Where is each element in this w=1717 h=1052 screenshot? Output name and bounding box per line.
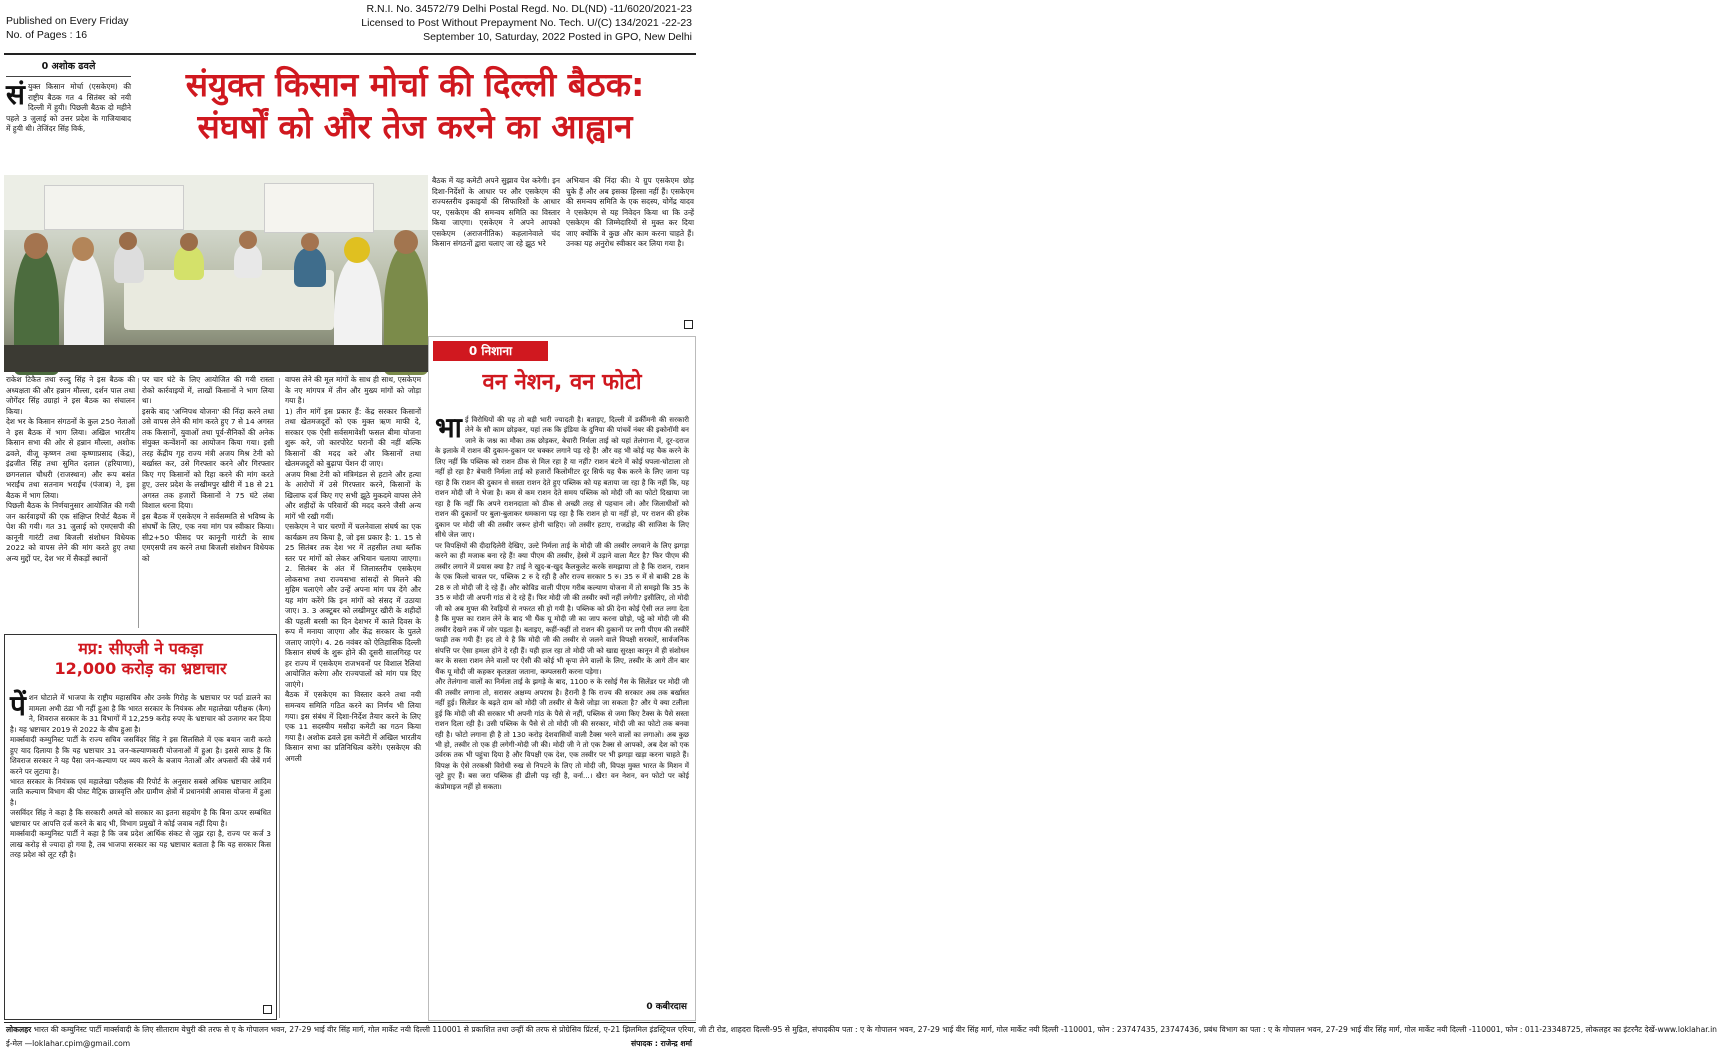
- publication-frequency: Published on Every Friday: [6, 15, 129, 27]
- mp-body: [10, 683, 271, 1003]
- masthead-rule: [4, 53, 696, 55]
- column-box: [428, 336, 696, 1021]
- column-divider: [138, 378, 139, 628]
- column-tag: 0 निशाना: [433, 341, 548, 361]
- mp-headline-line2: 12,000 करोड़ का भ्रष्टाचार: [54, 659, 227, 678]
- lead-headline-line1: संयुक्त किसान मोर्चा की दिल्ली बैठक:: [185, 65, 645, 104]
- mp-headline-line1: मप्र: सीएजी ने पकड़ा: [78, 639, 203, 658]
- mp-dropcap: पें: [10, 689, 26, 723]
- footer-imprint: [6, 1024, 1717, 1038]
- page-count: No. of Pages : 16: [6, 29, 88, 42]
- registration-number: R.N.I. No. 34572/79 Delhi Postal Regd. No. DL(ND) -11/6020/2021-23: [366, 3, 692, 15]
- column-dropcap: भा: [435, 410, 462, 444]
- lead-col-a: राकेश टिकैत तथा रुल्दु सिंह ने इस बैठक की अध्यक्षता की और हन्नान मौल्ला, दर्शन पाल तथा जोगेंदर सिंह उग्राहां ने इस बैठक का संचालन किया। देश भर के किसान संगठनों के कुल 250 नेताओं ने इस बैठक में भाग लिया। अखिल भारतीय किसान सभा की ओर से हन्नान मौल्ला, अशोक ढवले, वीजू कृष्णन तथा कृष्णाप्रसाद (केंद्र), इंद्रजीत सिंह तथा सुमित दलाल (हरियाणा), छगनलाल चौधरी (राजस्थान) और रूप बसंत भराईंच तथा सतनाम भराईंच (पंजाब) ने, इस बैठक में भाग लिया। पिछली बैठक के निर्णयानुसार आयोजित की गयी जन कार्रवाइयों की एक संक्षिप्त रिपोर्ट बैठक में पेश की गयी। गत 31 जुलाई को एमएसपी की कानूनी गारंटी तथा बिजली संशोधन विधेयक 2022 को वापस लेने की मांग करते हुए तथा अन्य मुद्दों पर, देश भर में सैकड़ों स्थानों: [6, 375, 135, 563]
- story-end-marker: [263, 1005, 272, 1014]
- footer-email: ई-मेल —loklahar.cpim@gmail.com: [6, 1039, 131, 1048]
- mp-story-box: [4, 634, 277, 1020]
- issue-date: September 10, Saturday, 2022 Posted in GPO, New Delhi: [423, 31, 692, 44]
- column-body: [435, 405, 689, 995]
- column-divider: [279, 378, 280, 1018]
- footer-imprint-text: भारत की कम्युनिस्ट पार्टी मार्क्सवादी के लिए सीताराम येचुरी की तरफ से ए के गोपालन भवन, 27-29 भाई वीर सिंह मार्ग, गोल मार्केट नयी दिल्ली 110001 से प्रकाशित तथा उन्हीं की तरफ से प्रोग्रेसिव प्रिंटर्स, ए-21 झिलमिल इंडस्ट्रियल एरिया, जी टी रोड, शाहदरा दिल्ली-95 से मुद्रित, संपादकीय पता : ए के गोपालन भवन, 27-29 भाई वीर सिंह मार्ग, गोल मार्केट नयी दिल्ली -110001, फोन : 23747435, 23747436, प्रबंध विभाग का पता : ए के गोपालन भवन, 27-29 भाई वीर सिंह मार्ग, गोल मार्केट नयी दिल्ली -110001, फोन : 011-23348725, लोकलहर का इंटरनैट देखें-www.loklahar.in: [31, 1025, 1717, 1034]
- lead-col-d: बैठक में यह कमेटी अपने सुझाव पेश करेगी। इन दिशा-निर्देशों के आधार पर और एसकेएम की राज्यस्तरीय इकाइयों की सिफारिशों के आधार पर, एसकेएम की समन्वय समिति का विस्तार किया जाएगा। एसकेएम ने अपने आपको एसकेएम (अराजनीतिक) कहलानेवाले चंद किसान संगठनों द्वारा चलाए जा रहे झूठ भरे: [432, 176, 560, 249]
- column-author: 0 कबीरदास: [646, 1002, 687, 1013]
- postal-license: Licensed to Post Without Prepayment No. Tech. U/(C) 134/2021 -22-23: [361, 17, 692, 30]
- meeting-photo: [4, 175, 428, 372]
- masthead-left: [6, 14, 129, 42]
- mp-headline: [5, 639, 276, 679]
- footer-rule: [4, 1022, 696, 1023]
- lead-col-b: पर चार घंटे के लिए आयोजित की गयी रास्ता रोको कार्रवाइयों में, लाखों किसानों ने भाग लिया था। इसके बाद 'अग्निपथ योजना' की निंदा करने तथा उसे वापस लेने की मांग करते हुए 7 से 14 अगस्त तक किसानों, युवाओं तथा पूर्व-सैनिकों की अनेक संयुक्त कन्वेंशनों का आयोजन किया गया। इसी तरह केंद्रीय गृह राज्य मंत्री अजय मिश्र टेनी को बर्खास्त कर, उसे गिरफ्तार करने और गिरफ्तार किए गए किसानों को रिहा करने की मांग करते हुए, उत्तर प्रदेश के लखीमपुर खीरी में 18 से 21 अगस्त तक हजारों किसानों ने 75 घंटे लंबा विशाल धरना दिया। इस बैठक में एसकेएम ने सर्वसम्मति से भविष्य के संघर्षों के लिए, एक नया मांग पत्र स्वीकार किया। सी2+50 फीसद पर कानूनी गारंटी के साथ एमएसपी तय करने तथा बिजली संशोधन विधेयक को: [142, 375, 274, 563]
- lead-headline-line2: संघर्षों को और तेज करने का आह्वान: [197, 107, 633, 147]
- footer-editor: संपादक : राजेन्द्र शर्मा: [630, 1039, 692, 1048]
- lead-intro-text: युक्त किसान मोर्चा (एसकेएम) की राष्ट्रीय बैठक गत 4 सितंबर को नयी दिल्ली में हुयी। पिछली बैठक दो महीने पहले 3 जुलाई को उत्तर प्रदेश के गाजियाबाद में हुयी थी। तेजिंदर सिंह विर्क,: [6, 82, 131, 134]
- footer-paper-name: लोकलहर: [6, 1025, 32, 1034]
- lead-dropcap: सं: [6, 78, 25, 111]
- lead-col-e: अभियान की निंदा की। ये ग्रुप एसकेएम छोड़ चुके हैं और अब इसका हिस्सा नहीं हैं। एसकेएम की समन्वय समिति के एक सदस्य, योगेंद्र यादव ने एसकेएम से यह निवेदन किया था कि उन्हें एसकेएम की जिम्मेदारियों से मुक्त कर दिया जाए क्योंकि वे कुछ और काम करना चाहते हैं। उनका यह अनुरोध स्वीकार कर लिया गया है।: [566, 176, 694, 249]
- masthead-right: [361, 2, 692, 45]
- column-body-text: ई विरोधियों की यह तो बड़ी भारी ज्यादती है। बताइए, दिल्ली में डर्कीमनी की सरकारी लेने के सौ काम छोड़कर, यहां तक कि इंडिया के दुनिया की पांचवें नंबर की इकोनॉमी बन जाने के जश्न का मौका तक छोड़कर, बेचारी निर्मला ताई को यहां तेलंगाना में, दूर-दराज के इलाके में राशन की दुकान-दुकान पर चक्कर लगाने पड़ रहे हैं! और वह भी कोई यह चैक करने के लिए नहीं कि पब्लिक को राशन ठीक से मिल रहा है या नहीं? राशन बंटने में कोई घपला-घोटाला तो नहीं हो रहा है? बेचारी निर्मला ताई को हजारों किलोमीटर दूर सिर्फ यह चैक करने के लिए जाना पड़ रहा है कि राशन की दुकान से सस्ता राशन देते हुए पब्लिक को यह बताया जा रहा है कि नहीं कि, यह राशन मोदी जी ने भेजा है। कम से कम राशन देते समय पब्लिक को मोदी जी का फोटो दिखाया जा रहा है कि नहीं कि अपने राशनदाता को ठीक से अच्छी तरह से पहचान लो। और जिलाधीशों को राशन की दुकानों पर बुला-बुलाकर धमकाना पड़ रहा है कि राशन हो या नहीं हो, पर राशन की हरेक दुकान पर मोदी जी की तस्वीर जरूर होनी चाहिए। जो तस्वीर हटाए, राजद्रोह की साजिश के लिए सीधे जेल जाए। पर विपक्षियों की दीदादिलेरी देखिए, उल्टे निर्मला ताई के मोदी जी की तस्वीर लगवाने के लिए झगड़ा करने का ही मजाक बना रहे हैं! क्या पीएम की तस्वीर, हेस्से में उड़ाने वाला मैटर है? फिर पीएम की तस्वीर लगाने में प्रयास क्या है? ताई ने खुद-ब-खुद कैलकुलेट करके समझाया तो है कि राशन, राशन के एक किलो चावल पर, पब्लिक 2 रु दे रही है और राज्य सरकार 5 रु। 35 रु में से बाकी 28 के 28 रु तो मोदी जी दे रहे हैं। और कोविड वाली पीएम गरीब कल्याण योजना में तो समझो कि 35 के 35 रु मोदी जी अपनी गांठ से दे रहे हैं। फिर मोदी जी की तस्वीर क्यों नहीं लगेगी? इसीलिए, तो मोदी जी को अब मुफ्त की रेवड़ियों से नफरत सी हो गयी है। पब्लिक को फ्री देना कोई ऐसी लत लगा देता है कि मुफ्त का राशन लेने के बाद भी थैंक यू मोदी जी का जाप करना छोड़ो, पट्ठे को मोदी जी की तस्वीर देखने तक में जोर पड़ता है। बताइए, कहीं-कहीं तो राशन की दुकानों पर लगी पीएम की तस्वीरें फाड़ी तक गयी हैं! हद तो ये है कि मोदी जी की तस्वीर से जलने वाले विपक्षी सरकारें, सार्वजनिक संपत्ति पर ऐसा हमला होने दे रही हैं। यही हाल रहा तो मोदी जी को खाद्य सुरक्षा कानून में ही संशोधन कर के सस्ता राशन लेने वालों पर ऐसी की कोई भी कृपा लेने वालों के लिए, तस्वीर के आगे तीन बार थैंक यू मोदी जी कहकर कृतज्ञता जताना, कम्पलसरी करना पड़ेगा। और तेलंगाना वालों का निर्मला ताई के झगड़े के बाद, 1100 रु के रसोई गैस के सिलेंडर पर मोदी जी की तस्वीर लगाना तो, सरासर अक्षम्य अपराध है। हैरानी है कि राज्य की सरकार अब तक बर्खास्त नहीं हुई। सिलेंडर के बढ़ते दाम को मोदी जी तस्वीर से कैसे जोड़ा जा सकता है? और ये क्या टलीला हुई कि मोदी जी की सरकार भी अपनी गांठ के पैसे से नहीं, पब्लिक से जमा किए टैक्स के पैसे सस्ता राशन दिला रही है। उसी पब्लिक के पैसे से तो मोदी जी की सरकार, मोदी जी का फोटो तक बनवा रही है। फोटो लगाना ही है तो 130 करोड़ देशवासियों वाली टैक्स भरने वालों का लगाओ। अब कुछ भी हो, तस्वीर तो एक ही लगेगी-मोदी जी की। मोदी जी ने तो एक टैक्स से आपको, अब देश को एक उर्वरक तक भी पहुंचा दिया है और विपक्षी एक देश, एक तस्वीर पर भी झगड़ा खड़ा करना चाहते हैं। विपक्ष के ऐसे तरकश्री विरोधी रुख से निपटने के लिए तो मोदी जी, विपक्ष मुक्त भारत के मिशन में जुटे हुए हैं। बस जरा पब्लिक ही ढीली पड़ रही है, वर्ना...। खैर! वन नेशन, वन फोटो पर कोई कंप्रोमाइज नहीं हो सकता।: [435, 414, 690, 791]
- lead-byline: 0 अशोक ढवले: [6, 60, 131, 77]
- story-end-marker: [684, 320, 693, 329]
- lead-intro: [6, 78, 131, 174]
- lead-col-c: वापस लेने की मूल मांगों के साथ ही साथ, एसकेएम के नए मांगपत्र में तीन और मुख्य मांगों को जोड़ा गया है। 1) तीन मांगें इस प्रकार हैं: केंद्र सरकार किसानों तथा खेतमजदूरों को एक मुक्त ऋण माफी दे, सरकार एक ऐसी सर्वसमावेशी फसल बीमा योजना शुरू करे, जो कारपोरेट घरानों की नहीं बल्कि किसानों की मदद करे और किसानों तथा खेतमजदूरों को बुढ़ापा पेंशन दी जाए। अजय मिश्रा टेनी को मंत्रिमंडल से हटाने और हत्या के आरोपों में उसे गिरफ्तार करने, किसानों के खिलाफ दर्ज किए गए सभी झूठे मुकदमे वापस लेने और शहीदों के परिवारों की मदद करने जैसी अन्य मांगें भी रखी गयीं। एसकेएम ने चार चरणों में चलनेवाला संघर्ष का एक कार्यक्रम तय किया है, जो इस प्रकार है: 1. 15 से 25 सितंबर तक देश भर में तहसील तथा ब्लॉक स्तर पर मांगों को लेकर अभियान चलाया जाएगा। 2. सितंबर के अंत में जिलास्तरीय एसकेएम लोकसभा तथा राज्यसभा सांसदों से मिलने की मुहिम चलाएंगे और उन्हें अपना मांग पत्र देंगे और यह मांग करेंगे कि इन मांगों को संसद में उठाया जाए। 3. 3 अक्टूबर को लखीमपुर खीरी के शहीदों की पहली बरसी का दिन देशभर में काले दिवस के रूप में मनाया जाएगा और केंद्र सरकार के पुतले जलाए जाएंगे। 4. 26 नवंबर को ऐतिहासिक दिल्ली किसान संघर्ष के शुरू होने की दूसरी सालगिरह पर हर राज्य में एसकेएम राजभवनों पर विशाल रैलियां आयोजित करेगा और राज्यपालों को मांग पत्र दिए जाएंगे। बैठक में एसकेएम का विस्तार करने तथा नयी समन्वय समिति गठित करने का निर्णय भी लिया गया। इस संबंध में दिशा-निर्देश तैयार करने के लिए एक 11 सदस्यीय मसौदा कमेटी का गठन किया गया है। अशोक ढवले इस कमेटी में अखिल भारतीय किसान सभा का प्रतिनिधित्व करेंगे। एसकेएम की अगली: [285, 375, 421, 763]
- mp-body-text: शन घोटाले में भाजपा के राष्ट्रीय महासचिव और उनके गिरोह के भ्रष्टाचार पर पर्दा डालने का मामला अभी ठंडा भी नहीं हुआ है कि भारत सरकार के नियंत्रक और महालेखा परीक्षक (कैग) ने, शिवराज सरकार के 31 विभागों में 12,259 करोड़ रुपए के भ्रष्टाचार को उजागर कर दिया है। यह भ्रष्टाचार 2019 से 2022 के बीच हुआ है। मार्क्सवादी कम्युनिस्ट पार्टी के राज्य सचिव जसविंदर सिंह ने इस सिलसिले में एक बयान जारी करते हुए याद दिलाया है कि यह भ्रष्टाचार 31 जन-कल्याणकारी योजनाओं में हुआ है। इससे साफ है कि शिवराज सरकार ने यह पैसा जन-कल्याण पर व्यय करने के बजाय नेताओं और अफसरों की जेबें गर्म करने पर लुटाया है। भारत सरकार के नियंत्रक एवं महालेखा परीक्षक की रिपोर्ट के अनुसार सबसे अधिक भ्रष्टाचार आदिम जाति कल्याण विभाग की पोस्ट मैट्रिक छात्रवृत्ति और ग्रामीण क्षेत्रों में प्रधानमंत्री आवास योजना में हुआ है। जसविंदर सिंह ने कहा है कि सरकारी अमले को सरकार का इतना सहयोग है कि बिना ऊपर सम्बंधित भ्रष्टाचार पर आपत्ति दर्ज करने के बाद भी, विभाग प्रमुखों ने कोई जवाब नहीं दिया है। मार्क्सवादी कम्युनिस्ट पार्टी ने कहा है कि जब प्रदेश आर्थिक संकट से जूझ रहा है, राज्य पर कर्ज 3 लाख करोड़ से ज्यादा हो गया है, तब भाजपा सरकार का यह भ्रष्टाचार बताता है कि यह सरकार किस तरह प्रदेश को लूट रही है।: [10, 693, 271, 859]
- lead-headline: [136, 64, 694, 148]
- column-headline: वन नेशन, वन फोटो: [482, 370, 642, 395]
